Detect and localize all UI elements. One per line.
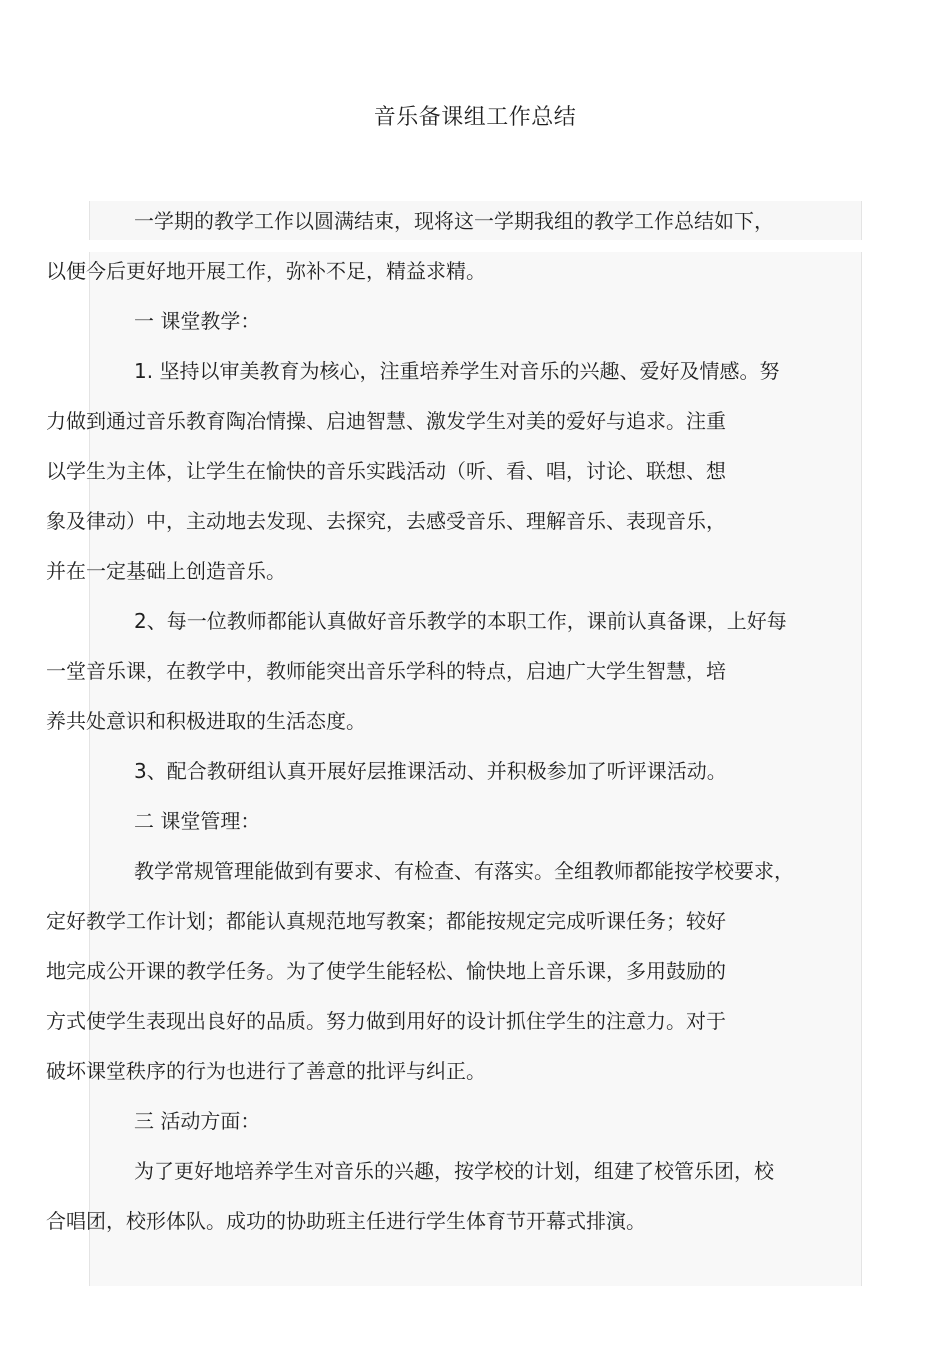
- management-line-3: 地完成公开课的教学任务。为了使学生能轻松、愉快地上音乐课，多用鼓励的: [46, 959, 726, 983]
- item1-line-3: 以学生为主体，让学生在愉快的音乐实践活动（听、看、唱，讨论、联想、想: [46, 459, 726, 483]
- item2-line-1: 2、每一位教师都能认真做好音乐教学的本职工作，课前认真备课，上好每: [134, 609, 787, 633]
- item1-line-2: 力做到通过音乐教育陶冶情操、启迪智慧、激发学生对美的爱好与追求。注重: [46, 409, 726, 433]
- management-paragraph: [46, 846, 820, 1096]
- section-heading-management: 二 课堂管理：: [134, 809, 261, 833]
- teaching-item-1: [46, 346, 820, 596]
- teaching-item-2: [46, 596, 820, 746]
- item1-line-1: 1. 坚持以审美教育为核心，注重培养学生对音乐的兴趣、爱好及情感。努: [134, 359, 780, 383]
- management-line-1: 教学常规管理能做到有要求、有检查、有落实。全组教师都能按学校要求，: [134, 859, 794, 883]
- intro-paragraph: [46, 196, 820, 296]
- activities-line-1: 为了更好地培养学生对音乐的兴趣，按学校的计划，组建了校管乐团，校: [134, 1159, 774, 1183]
- intro-line-2: 以便今后更好地开展工作，弥补不足，精益求精。: [46, 259, 486, 283]
- management-line-4: 方式使学生表现出良好的品质。努力做到用好的设计抓住学生的注意力。对于: [46, 1009, 726, 1033]
- document-body: [46, 196, 820, 1246]
- section-heading-teaching: 一 课堂教学：: [134, 309, 261, 333]
- activities-line-2: 合唱团，校形体队。成功的协助班主任进行学生体育节开幕式排演。: [46, 1209, 646, 1233]
- section-heading-activities: 三 活动方面：: [134, 1109, 261, 1133]
- item2-line-3: 养共处意识和积极进取的生活态度。: [46, 709, 366, 733]
- management-line-2: 定好教学工作计划；都能认真规范地写教案；都能按规定完成听课任务；较好: [46, 909, 726, 933]
- teaching-item-3: 3、配合教研组认真开展好层推课活动、并积极参加了听评课活动。: [134, 759, 727, 783]
- item1-line-4: 象及律动）中，主动地去发现、去探究，去感受音乐、理解音乐、表现音乐，: [46, 509, 726, 533]
- intro-line-1: 一学期的教学工作以圆满结束，现将这一学期我组的教学工作总结如下，: [134, 209, 774, 233]
- item2-line-2: 一堂音乐课，在教学中，教师能突出音乐学科的特点，启迪广大学生智慧，培: [46, 659, 726, 683]
- management-line-5: 破坏课堂秩序的行为也进行了善意的批评与纠正。: [46, 1059, 486, 1083]
- activities-paragraph: [46, 1146, 820, 1246]
- item1-line-5: 并在一定基础上创造音乐。: [46, 559, 286, 583]
- document-title: 音乐备课组工作总结: [373, 105, 577, 130]
